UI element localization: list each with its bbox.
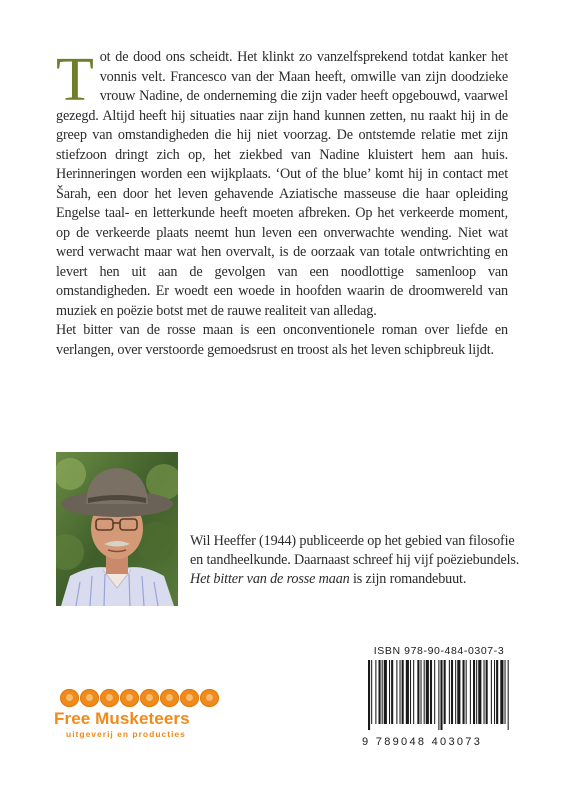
author-photo — [56, 452, 178, 606]
barcode-bar — [424, 660, 425, 724]
barcode-bar — [406, 660, 409, 724]
barcode-digits: 9 789048 403073 — [362, 736, 483, 748]
barcode-bar — [451, 660, 453, 724]
barcode-bar — [413, 660, 414, 724]
barcode-bar — [371, 660, 372, 724]
barcode-bar — [486, 660, 488, 724]
publisher-tagline: uitgeverij en producties — [66, 729, 186, 739]
blurb-paragraph-2: Het bitter van de rosse maan is een onconventionele roman over liefde en verlangen, over verstoorde gemoedsrust en troost als het leven schipbreuk lijdt. — [56, 322, 508, 358]
barcode-bar — [391, 660, 393, 724]
barcode-bar — [430, 660, 432, 724]
barcode-bar — [500, 660, 503, 724]
barcode-bar — [421, 660, 422, 724]
barcode-icon — [366, 660, 512, 730]
barcode-bar — [440, 660, 442, 730]
barcode-bar — [382, 660, 383, 724]
barcode-bar — [379, 660, 381, 724]
blurb-paragraph-1 — [56, 48, 508, 321]
barcode-bar — [491, 660, 492, 724]
barcode-bar — [457, 660, 460, 724]
barcode-bar — [444, 660, 446, 724]
publisher-logo — [54, 689, 224, 749]
author-bio-text: Wil Heeffer (1944) publiceerde op het gebied van filosofie en tandheelkunde. Daarnaast schreef hij vijf poëziebundels. — [190, 533, 520, 568]
barcode-bar — [466, 660, 467, 724]
book-title-italic: Het bitter van de rosse maan — [190, 571, 350, 587]
barcode-bar — [389, 660, 390, 724]
barcode-bar — [368, 660, 370, 730]
barcode-bar — [470, 660, 471, 724]
barcode-bar — [438, 660, 439, 730]
isbn-label: ISBN 978-90-484-0307-3 — [373, 645, 505, 657]
barcode-bar — [455, 660, 456, 724]
barcode-bar — [400, 660, 401, 724]
author-bio — [190, 532, 520, 589]
barcode-bar — [384, 660, 387, 724]
barcode-bar — [505, 660, 506, 724]
barcode-bar — [484, 660, 485, 724]
barcode-bar — [375, 660, 376, 724]
debut-suffix: is zijn romandebuut. — [349, 571, 467, 587]
book-blurb — [56, 48, 508, 360]
barcode-bar — [496, 660, 498, 724]
barcode-bar — [473, 660, 475, 724]
barcode-bar — [434, 660, 435, 724]
barcode-bar — [410, 660, 411, 724]
barcode-bar — [396, 660, 397, 724]
logo-dots-icon — [60, 689, 224, 707]
barcode-bar — [426, 660, 429, 724]
barcode-bar — [476, 660, 477, 724]
barcode-bar — [402, 660, 404, 724]
barcode-bar — [478, 660, 481, 724]
isbn-barcode — [362, 645, 512, 748]
publisher-name: Free Musketeers — [54, 709, 190, 728]
barcode-bar — [417, 660, 419, 724]
drop-cap: T — [56, 46, 94, 114]
barcode-bar — [508, 660, 509, 730]
barcode-bar — [494, 660, 495, 724]
blurb-paragraph-1-text: ot de dood ons scheidt. Het klinkt zo vanzelfsprekend totdat kanker het vonnis velt. Francesco van der Maan heeft, omwille van zijn doodzieke vrouw Nadine, de onderneming die zijn vader heeft opgebouwd, vaarwel gezegd. Altijd heeft hij situaties naar zijn hand kunnen zetten, nu raakt hij in de greep van omstandigheden die hij niet voorzag. De ontstemde relatie met zijn stiefzoon dringt zich op, het ziekbed van Nadine kluistert hem aan huis. Herinneringen worden een wijkplaats. ‘Out of the blue’ komt hij in contact met Šarah, een door het leven gehavende Aziatische masseuse die haar opleiding Engelse taal- en letterkunde heeft moeten afbreken. Op het verkeerde moment, op de verkeerde plaats neemt hun leven een onverwachte wending. Niet wat werd verwacht maar wat hen overvalt, is de oorzaak van totale ontwrichting en levert hen uit aan de gevolgen van een noodlottige samenloop van omstandigheden. Er woedt een woede in hoofden waarin de droomwereld van muziek en poëzie botst met de rauwe realiteit van alledag. — [56, 49, 508, 319]
barcode-bar — [463, 660, 465, 724]
author-portrait-illustration — [56, 452, 178, 606]
barcode-bar — [449, 660, 450, 724]
author-debut-line — [190, 570, 520, 589]
